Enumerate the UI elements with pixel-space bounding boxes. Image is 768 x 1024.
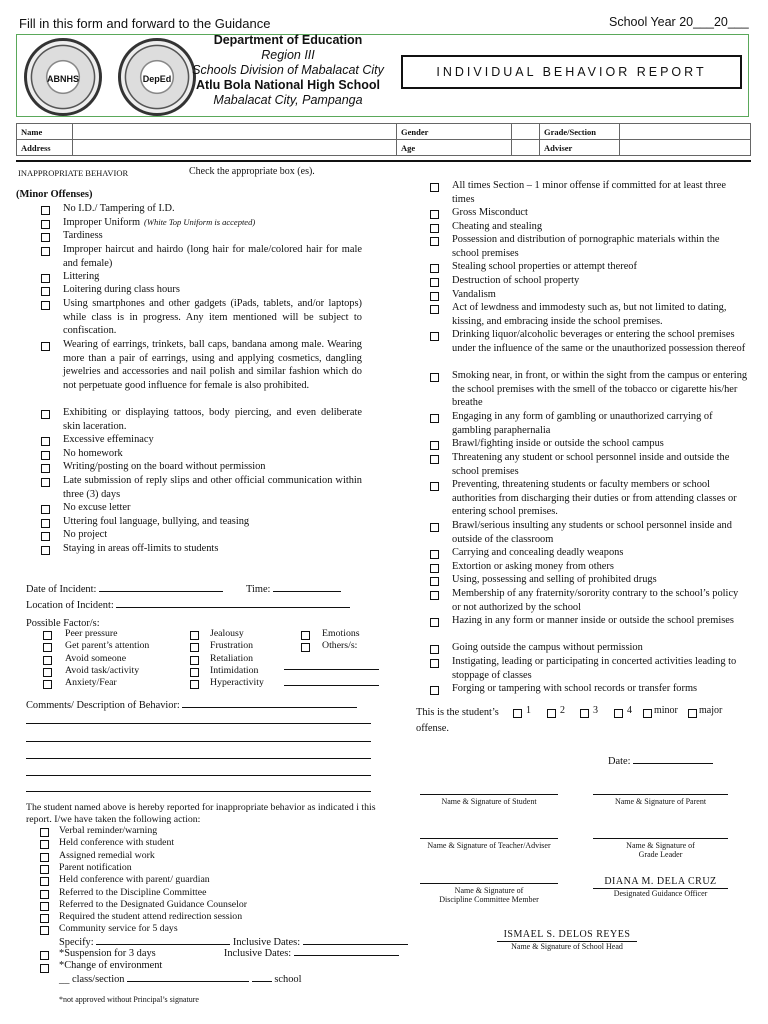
action-label: Verbal reminder/warning xyxy=(59,825,158,836)
minor-offense-label: Exhibiting or displaying tattoos, body piercing, and even deliberate skin laceration. xyxy=(63,407,362,432)
major-offense-checkbox[interactable] xyxy=(430,373,439,382)
action-label: Referred to the Designated Guidance Counselor xyxy=(59,898,247,910)
minor-offense-label: No I.D./ Tampering of I.D. xyxy=(63,203,175,214)
major-offense-checkbox[interactable] xyxy=(430,523,439,532)
minor-type-label: minor xyxy=(654,705,678,716)
teacher-signature[interactable] xyxy=(420,838,558,850)
age-label: Age xyxy=(397,140,512,156)
minor-offense-label: Staying in areas off-limits to students xyxy=(63,543,219,554)
minor-offense-item xyxy=(63,542,362,556)
division-name: Schools Division of Mabalacat City xyxy=(192,63,384,77)
offense-number-checkbox[interactable] xyxy=(614,709,623,718)
major-offense-item: Going outside the campus without permission xyxy=(452,642,643,653)
major-offense-checkbox[interactable] xyxy=(430,577,439,586)
major-offense-checkbox[interactable] xyxy=(430,591,439,600)
major-offense-item: Preventing, threatening students or faculty members or school authorities from discharging their duties or from attending classes or entering school premises. xyxy=(452,479,737,518)
school-head-name: ISMAEL S. DELOS REYES xyxy=(503,929,631,940)
grade-section-label: Grade/Section xyxy=(540,124,620,140)
name-field[interactable] xyxy=(73,124,397,140)
comments-field-5[interactable] xyxy=(26,766,371,776)
address-label: Address xyxy=(17,140,73,156)
major-offense-checkbox[interactable] xyxy=(430,237,439,246)
minor-offense-item xyxy=(63,515,362,529)
major-offense-checkbox[interactable] xyxy=(430,210,439,219)
major-offense-item: Using, possessing and selling of prohibited drugs xyxy=(452,574,657,585)
action-checkbox[interactable] xyxy=(40,828,49,837)
address-field[interactable] xyxy=(73,140,397,156)
factor-checkbox[interactable] xyxy=(190,631,199,640)
major-type-label: major xyxy=(699,705,723,716)
minor-offense-label: Improper Uniform xyxy=(63,217,141,228)
major-offense-checkbox[interactable] xyxy=(430,224,439,233)
factor-label: Others/s: xyxy=(322,640,358,652)
minor-offense-label: No project xyxy=(63,529,108,540)
comments xyxy=(26,698,357,713)
comments-field-1[interactable] xyxy=(182,698,357,708)
class-section-field[interactable] xyxy=(127,972,249,982)
factor-checkbox[interactable] xyxy=(190,668,199,677)
offense-number-checkbox[interactable] xyxy=(513,709,522,718)
student-info-table xyxy=(16,123,751,156)
major-offense-item: Forging or tampering with school records or transfer forms xyxy=(452,683,698,694)
location-of-incident xyxy=(26,598,350,613)
major-offense-checkbox[interactable] xyxy=(430,550,439,559)
minor-offense-type-checkbox[interactable] xyxy=(643,709,652,718)
minor-offense-label: Writing/posting on the board without permission xyxy=(63,461,266,472)
action-checkbox[interactable] xyxy=(40,914,49,923)
offense-number-label: 2 xyxy=(560,705,565,716)
minor-offense-checkbox[interactable] xyxy=(41,287,50,296)
major-offense-item: Brawl/serious insulting any students or school personnel inside and outside of the classroom xyxy=(452,520,732,545)
grade-leader-label-2: Grade Leader xyxy=(638,850,683,859)
factor-checkbox[interactable] xyxy=(190,643,199,652)
minor-offense-label: No homework xyxy=(63,448,123,459)
major-offense-checkbox[interactable] xyxy=(430,332,439,341)
minor-offense-checkbox[interactable] xyxy=(41,437,50,446)
minor-offense-label: Littering xyxy=(63,271,100,282)
factor-label: Intimidation xyxy=(210,664,259,676)
comments-field-4[interactable] xyxy=(26,749,371,759)
minor-offense-item xyxy=(63,216,362,230)
location-label: Location of Incident: xyxy=(26,600,114,611)
factor-checkbox[interactable] xyxy=(43,668,52,677)
action-label: Referred to the Discipline Committee xyxy=(59,886,207,898)
others-field-2[interactable] xyxy=(284,676,379,686)
date-of-incident-field[interactable] xyxy=(99,582,223,592)
major-offense-checkbox[interactable] xyxy=(430,618,439,627)
comments-label: Comments/ Description of Behavior: xyxy=(26,700,180,711)
action-label: Parent notification xyxy=(59,861,132,873)
adviser-label: Adviser xyxy=(540,140,620,156)
discipline-label-2: Discipline Committee Member xyxy=(439,895,539,904)
teacher-signature-label: Name & Signature of Teacher/Adviser xyxy=(427,841,551,850)
offense-number-label: 3 xyxy=(593,705,598,716)
minor-offense-checkbox[interactable] xyxy=(41,274,50,283)
minor-offense-item xyxy=(63,474,362,501)
minor-offense-label: Late submission of reply slips and other official communication within three (3) days xyxy=(63,475,362,500)
minor-offense-checkbox[interactable] xyxy=(41,546,50,555)
action-label: Required the student attend redirection session xyxy=(59,911,243,923)
offense-number-checkbox[interactable] xyxy=(547,709,556,718)
factor-checkbox[interactable] xyxy=(43,680,52,689)
action-checkbox[interactable] xyxy=(40,902,49,911)
minor-offense-item xyxy=(63,270,362,284)
action-label: Held conference with parent/ guardian xyxy=(59,874,210,886)
factor-checkbox[interactable] xyxy=(190,656,199,665)
date-row xyxy=(608,754,713,769)
minor-offense-checkbox[interactable] xyxy=(41,464,50,473)
minor-offense-label: No excuse letter xyxy=(63,502,131,513)
major-offense-item: Gross Misconduct xyxy=(452,207,528,218)
factor-checkbox[interactable] xyxy=(190,680,199,689)
factor-checkbox[interactable] xyxy=(43,631,52,640)
major-offense-checkbox[interactable] xyxy=(430,455,439,464)
minor-offense-label: Using smartphones and other gadgets (iPads, tablets, and/or laptops) while class is in progress. Any item mentioned will be subject to confiscation. xyxy=(63,298,362,337)
name-label: Name xyxy=(17,124,73,140)
minor-offense-item xyxy=(63,501,362,515)
grade-leader-signature[interactable] xyxy=(593,838,728,859)
minor-offense-item xyxy=(63,433,362,447)
offense-number-checkbox[interactable] xyxy=(580,709,589,718)
school-year-field[interactable]: School Year 20___20___ xyxy=(609,15,749,29)
minor-offense-item xyxy=(63,243,362,270)
parent-signature[interactable] xyxy=(593,794,728,806)
factor-checkbox[interactable] xyxy=(43,643,52,652)
possible-factors-label: Possible Factor/s: xyxy=(26,618,100,629)
school-head-signature[interactable] xyxy=(497,941,637,951)
department-name: Department of Education xyxy=(213,33,363,47)
student-signature[interactable] xyxy=(420,794,558,806)
school-label: school xyxy=(274,974,302,985)
offense-number-label: 4 xyxy=(627,705,632,716)
section-divider xyxy=(16,160,751,162)
minor-offense-checkbox[interactable] xyxy=(41,451,50,460)
minor-offenses-heading: (Minor Offenses) xyxy=(16,189,93,200)
major-offense-item: All times Section – 1 minor offense if committed for at least three times xyxy=(452,180,726,205)
guidance-officer-signature[interactable] xyxy=(593,888,728,898)
minor-offense-item xyxy=(63,202,362,216)
minor-offense-item xyxy=(63,229,362,243)
factor-label: Jealousy xyxy=(210,628,244,639)
form-title: INDIVIDUAL BEHAVIOR REPORT xyxy=(401,55,742,89)
check-note: Check the appropriate box (es). xyxy=(189,166,315,177)
major-offense-item: Act of lewdness and immodesty such as, but not limited to dating, kissing, and embracing inside the school premises. xyxy=(452,302,727,327)
guidance-officer-name: DIANA M. DELA CRUZ xyxy=(604,876,717,887)
comments-field-2[interactable] xyxy=(26,714,371,724)
minor-offense-checkbox[interactable] xyxy=(41,342,50,351)
minor-offense-checkbox[interactable] xyxy=(41,478,50,487)
minor-offense-checkbox[interactable] xyxy=(41,220,50,229)
minor-offense-item xyxy=(63,297,362,338)
discipline-member-signature[interactable] xyxy=(420,883,558,904)
major-offense-checkbox[interactable] xyxy=(430,305,439,314)
minor-offense-checkbox[interactable] xyxy=(41,519,50,528)
time-field[interactable] xyxy=(273,582,341,592)
minor-offense-label: Wearing of earrings, trinkets, ball caps, bandana among male. Wearing more than a pair of earrings, using and applying cosmetics, dangling jewelries and accessories and nail polish and similar fashion which do not perpetuate good influence for female is also prohibited. xyxy=(63,339,362,391)
offense-count-row xyxy=(416,706,499,720)
minor-offense-item xyxy=(63,460,362,474)
school-head-title: Name & Signature of School Head xyxy=(511,942,623,951)
comments-field-3[interactable] xyxy=(26,732,371,742)
inappropriate-behavior-label: INAPPROPRIATE BEHAVIOR xyxy=(18,168,129,178)
minor-offense-item xyxy=(63,528,362,542)
action-checkbox[interactable] xyxy=(40,853,49,862)
factor-label: Get parent’s attention xyxy=(65,640,150,652)
factor-label: Peer pressure xyxy=(65,628,118,639)
header-text xyxy=(170,33,406,108)
adviser-field[interactable] xyxy=(620,140,751,156)
instruction-note: Fill in this form and forward to the Guidance xyxy=(19,16,271,31)
major-offense-item: Stealing school properties or attempt thereof xyxy=(452,261,637,272)
guidance-officer-title: Designated Guidance Officer xyxy=(613,889,708,898)
major-offense-checkbox[interactable] xyxy=(430,278,439,287)
factor-label: Retaliation xyxy=(210,652,253,664)
region-name: Region III xyxy=(261,48,315,62)
date-field[interactable] xyxy=(633,754,713,764)
major-offense-item: Engaging in any form of gambling or unauthorized carrying of gambling paraphernalia xyxy=(452,411,713,436)
minor-offense-item xyxy=(63,338,362,392)
suspension-dates-field[interactable] xyxy=(294,946,399,956)
change-environment-checkbox[interactable] xyxy=(40,964,49,973)
minor-offense-label: Excessive effeminacy xyxy=(63,434,154,445)
suspension-label: *Suspension for 3 days xyxy=(59,948,156,959)
action-label: Community service for 5 days xyxy=(59,923,178,935)
major-offense-item: Destruction of school property xyxy=(452,275,580,286)
grade-leader-label-1: Name & Signature of xyxy=(626,841,695,850)
parent-signature-label: Name & Signature of Parent xyxy=(614,797,707,806)
minor-offense-item xyxy=(63,447,362,461)
discipline-label-1: Name & Signature of xyxy=(454,886,524,895)
minor-offense-checkbox[interactable] xyxy=(41,505,50,514)
uniform-note: (White Top Uniform is accepted) xyxy=(144,217,256,227)
specify-field[interactable] xyxy=(96,935,230,945)
minor-offense-item xyxy=(63,406,362,433)
minor-offense-checkbox[interactable] xyxy=(41,301,50,310)
major-offense-checkbox[interactable] xyxy=(430,183,439,192)
offense-suffix: offense. xyxy=(416,723,449,734)
factor-label: Emotions xyxy=(322,628,360,639)
major-offense-item: Vandalism xyxy=(452,289,496,300)
factor-checkbox[interactable] xyxy=(43,656,52,665)
minor-offense-label: Tardiness xyxy=(63,230,103,241)
action-checkbox[interactable] xyxy=(40,926,49,935)
major-offense-checkbox[interactable] xyxy=(430,482,439,491)
action-checkbox[interactable] xyxy=(40,865,49,874)
time-of-incident xyxy=(246,582,341,597)
class-section-label: __ class/section xyxy=(59,974,125,985)
action-checkbox[interactable] xyxy=(40,840,49,849)
inclusive-dates-label-2: Inclusive Dates: xyxy=(223,948,292,959)
major-offense-item: Instigating, leading or participating in concerted activities leading to stoppage of classes xyxy=(452,656,737,681)
school-name: Atlu Bola National High School xyxy=(195,78,381,92)
major-offense-checkbox[interactable] xyxy=(430,292,439,301)
factor-label: Avoid task/activity xyxy=(65,664,140,676)
date-of-incident-label: Date of Incident: xyxy=(26,584,97,595)
school-city: Mabalacat City, Pampanga xyxy=(213,93,363,107)
suspension-checkbox[interactable] xyxy=(40,951,49,960)
minor-offense-label: Improper haircut and hairdo (long hair for male/colored hair for male and female) xyxy=(63,244,362,269)
major-offense-checkbox[interactable] xyxy=(430,686,439,695)
action-checkbox[interactable] xyxy=(40,877,49,886)
offense-prefix: This is the student’s xyxy=(416,707,499,718)
minor-offense-checkbox[interactable] xyxy=(41,532,50,541)
major-offense-item: Membership of any fraternity/sorority contrary to the school’s policy or not authorized by the school xyxy=(452,588,739,613)
date-label: Date: xyxy=(608,756,631,767)
factor-label: Anxiety/Fear xyxy=(65,677,117,689)
others-field-1[interactable] xyxy=(284,660,379,670)
action-label: Assigned remedial work xyxy=(59,849,155,861)
major-offense-item: Smoking near, in front, or within the sight from the campus or entering the school premises with the smell of the tobacco or cigarette his/her breathe xyxy=(452,370,748,409)
gender-label: Gender xyxy=(397,124,512,140)
minor-offense-checkbox[interactable] xyxy=(41,233,50,242)
major-offense-item: Drinking liquor/alcoholic beverages or entering the school premises under the influence of the same or the unauthorized possession thereof xyxy=(452,329,746,354)
major-offense-checkbox[interactable] xyxy=(430,564,439,573)
student-signature-label: Name & Signature of Student xyxy=(441,797,537,806)
major-offense-item: Brawl/fighting inside or outside the school campus xyxy=(452,438,664,449)
school-seal-logo: ABNHS xyxy=(24,38,102,116)
major-offense-item: Extortion or asking money from others xyxy=(452,561,614,572)
major-offense-checkbox[interactable] xyxy=(430,645,439,654)
action-checkbox[interactable] xyxy=(40,890,49,899)
minor-offense-label: Uttering foul language, bullying, and teasing xyxy=(63,516,250,527)
location-field[interactable] xyxy=(116,598,350,608)
factor-checkbox[interactable] xyxy=(301,643,310,652)
factor-label: Avoid someone xyxy=(65,652,127,664)
school-blank-field[interactable] xyxy=(252,972,272,982)
offense-number-label: 1 xyxy=(526,705,531,716)
major-offense-item: Carrying and concealing deadly weapons xyxy=(452,547,624,558)
major-offense-checkbox[interactable] xyxy=(430,264,439,273)
grade-section-field[interactable] xyxy=(620,124,751,140)
minor-offense-checkbox[interactable] xyxy=(41,247,50,256)
minor-offense-checkbox[interactable] xyxy=(41,410,50,419)
comments-field-6[interactable] xyxy=(26,782,371,792)
approval-footnote: *not approved without Principal’s signature xyxy=(59,995,199,1004)
major-offense-checkbox[interactable] xyxy=(430,414,439,423)
specify-label: Specify: xyxy=(59,937,94,948)
minor-offense-item xyxy=(63,283,362,297)
time-label: Time: xyxy=(246,584,271,595)
inclusive-dates-field[interactable] xyxy=(303,935,408,945)
deped-seal-logo: DepEd xyxy=(118,38,196,116)
reported-statement: The student named above is hereby reported for inappropriate behavior as indicated i this report. I/we have taken the following action: xyxy=(26,802,376,825)
major-offense-type-checkbox[interactable] xyxy=(688,709,697,718)
inclusive-dates-label: Inclusive Dates: xyxy=(232,937,301,948)
action-label: Held conference with student xyxy=(59,837,175,849)
age-field[interactable] xyxy=(512,140,540,156)
major-offense-item: Possession and distribution of pornographic materials within the school premises xyxy=(452,234,720,259)
factor-label: Frustration xyxy=(210,640,253,652)
major-offense-checkbox[interactable] xyxy=(430,441,439,450)
major-offense-checkbox[interactable] xyxy=(430,659,439,668)
factor-label: Hyperactivity xyxy=(210,677,264,689)
minor-offense-label: Loitering during class hours xyxy=(63,284,180,295)
class-section-row xyxy=(59,972,301,987)
major-offense-item: Hazing in any form or manner inside or outside the school premises xyxy=(452,615,734,626)
factor-checkbox[interactable] xyxy=(301,631,310,640)
minor-offense-checkbox[interactable] xyxy=(41,206,50,215)
major-offense-item: Cheating and stealing xyxy=(452,221,543,232)
major-offense-item: Threatening any student or school personnel inside and outside the school premises xyxy=(452,452,730,477)
date-of-incident xyxy=(26,582,223,597)
change-environment-label: *Change of environment xyxy=(59,960,163,971)
gender-field[interactable] xyxy=(512,124,540,140)
